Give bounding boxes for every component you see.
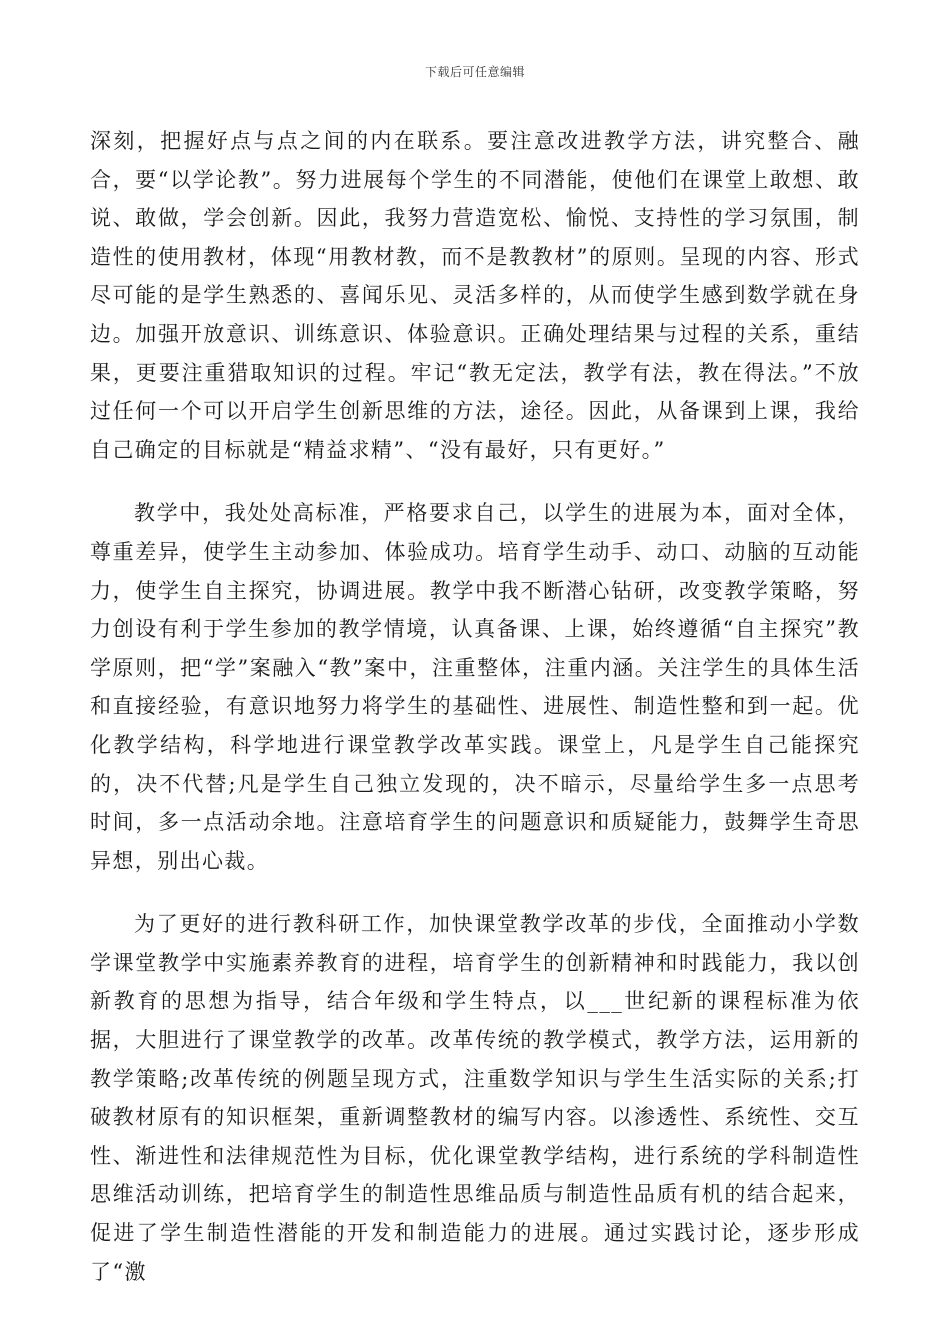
document-body <box>90 122 860 1316</box>
paragraph-1: 深刻，把握好点与点之间的内在联系。要注意改进教学方法，讲究整合、融合，要“以学论教”。努力进展每个学生的不同潜能，使他们在课堂上敢想、敢说、敢做，学会创新。因此，我努力营造宽松、愉悦、支持性的学习氛围，制造性的使用教材，体现“用教材教，而不是教教材”的原则。呈现的内容、形式尽可能的是学生熟悉的、喜闻乐见、灵活多样的，从而使学生感到数学就在身边。加强开放意识、训练意识、体验意识。正确处理结果与过程的关系，重结果，更要注重猎取知识的过程。牢记“教无定法，教学有法，教在得法。”不放过任何一个可以开启学生创新思维的方法，途径。因此，从备课到上课，我给自己确定的目标就是“精益求精”、“没有最好，只有更好。” <box>90 129 860 462</box>
page-header: 下载后可任意编辑 <box>424 65 525 79</box>
paragraph-3: 为了更好的进行教科研工作，加快课堂教学改革的步伐，全面推动小学数学课堂教学中实施素养教育的进程，培育学生的创新精神和时践能力，我以创新教育的思想为指导，结合年级和学生特点，以___世纪新的课程标准为依据，大胆进行了课堂教学的改革。改革传统的教学模式，教学方法，运用新的教学策略;改革传统的例题呈现方式，注重数学知识与学生生活实际的关系;打破教材原有的知识框架，重新调整教材的编写内容。以渗透性、系统性、交互性、渐进性和法律规范性为目标，优化课堂教学结构，进行系统的学科制造性思维活动训练，把培育学生的制造性思维品质与制造性品质有机的结合起来，促进了学生制造性潜能的开发和制造能力的进展。通过实践讨论，逐步形成了“激 <box>90 912 860 1284</box>
paragraph-2: 教学中，我处处高标准，严格要求自己，以学生的进展为本，面对全体，尊重差异，使学生主动参加、体验成功。培育学生动手、动口、动脑的互动能力，使学生自主探究，协调进展。教学中我不断潜心钻研，改变教学策略，努力创设有利于学生参加的教学情境，认真备课、上课，始终遵循“自主探究”教学原则，把“学”案融入“教”案中，注重整体，注重内涵。关注学生的具体生活和直接经验，有意识地努力将学生的基础性、进展性、制造性整和到一起。优化教学结构，科学地进行课堂教学改革实践。课堂上，凡是学生自己能探究的，决不代替;凡是学生自己独立发现的，决不暗示，尽量给学生多一点思考时间，多一点活动余地。注意培育学生的问题意识和质疑能力，鼓舞学生奇思异想，别出心裁。 <box>90 501 860 873</box>
